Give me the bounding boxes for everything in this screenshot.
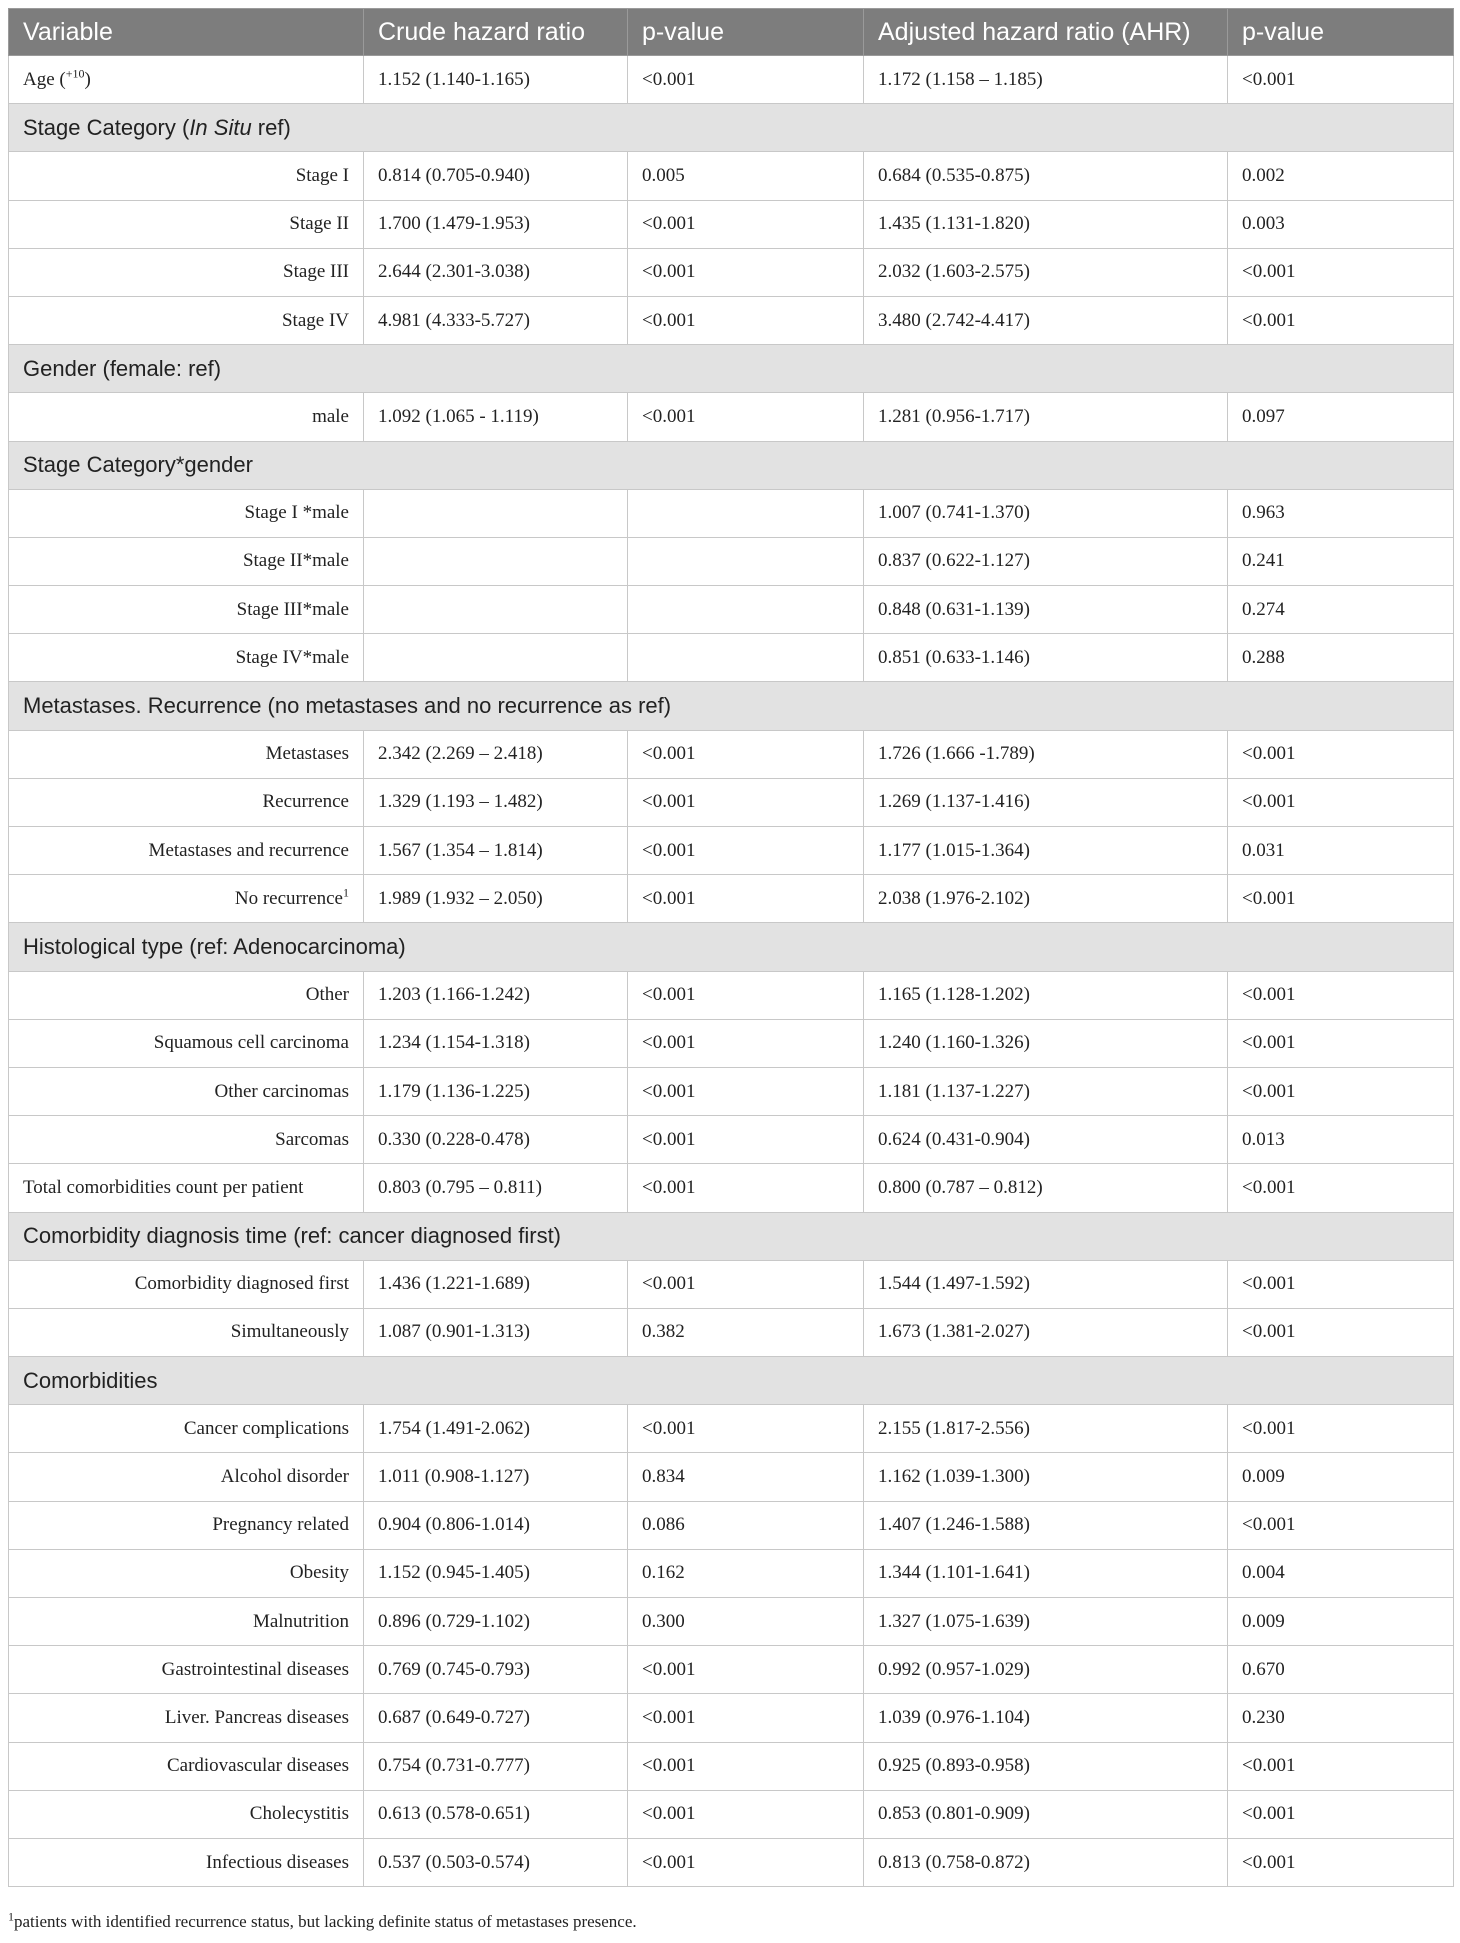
variable-label: Liver. Pancreas diseases [164, 1706, 349, 1728]
adjusted-p-cell: 0.097 [1228, 393, 1454, 441]
variable-label: male [312, 405, 349, 427]
crude-p-cell: <0.001 [628, 1742, 864, 1790]
variable-cell [9, 1694, 364, 1742]
section-row [9, 1212, 1454, 1260]
crude-hr-cell [364, 489, 628, 537]
variable-label: Total comorbidities count per patient [23, 1176, 304, 1198]
adjusted-p-cell: <0.001 [1228, 971, 1454, 1019]
adjusted-hr-cell: 3.480 (2.742-4.417) [864, 296, 1228, 344]
table-row [9, 1405, 1454, 1453]
adjusted-hr-cell: 1.407 (1.246-1.588) [864, 1501, 1228, 1549]
header-adjusted-hr: Adjusted hazard ratio (AHR) [864, 9, 1228, 56]
crude-hr-cell: 1.436 (1.221-1.689) [364, 1260, 628, 1308]
adjusted-p-cell: 0.230 [1228, 1694, 1454, 1742]
table-row [9, 56, 1454, 104]
table-row [9, 634, 1454, 682]
section-row [9, 104, 1454, 152]
table-row [9, 778, 1454, 826]
section-title-text: Stage Category ( [23, 114, 190, 140]
variable-cell [9, 1501, 364, 1549]
crude-hr-cell: 0.330 (0.228-0.478) [364, 1116, 628, 1164]
adjusted-hr-cell: 2.038 (1.976-2.102) [864, 875, 1228, 923]
adjusted-hr-cell: 1.240 (1.160-1.326) [864, 1019, 1228, 1067]
superscript: 1 [343, 885, 349, 900]
adjusted-hr-cell: 0.800 (0.787 – 0.812) [864, 1164, 1228, 1212]
variable-cell [9, 1742, 364, 1790]
crude-hr-cell: 0.537 (0.503-0.574) [364, 1838, 628, 1886]
crude-p-cell: 0.382 [628, 1308, 864, 1356]
variable-label: No recurrence [234, 887, 343, 909]
variable-label: Age ( [23, 68, 66, 90]
crude-hr-cell: 1.989 (1.932 – 2.050) [364, 875, 628, 923]
variable-cell [9, 296, 364, 344]
crude-hr-cell: 1.092 (1.065 - 1.119) [364, 393, 628, 441]
crude-hr-cell: 1.754 (1.491-2.062) [364, 1405, 628, 1453]
crude-hr-cell: 1.152 (1.140-1.165) [364, 56, 628, 104]
adjusted-hr-cell: 0.925 (0.893-0.958) [864, 1742, 1228, 1790]
crude-hr-cell: 0.613 (0.578-0.651) [364, 1790, 628, 1838]
variable-cell [9, 1790, 364, 1838]
adjusted-p-cell: <0.001 [1228, 730, 1454, 778]
section-title [9, 923, 1454, 971]
adjusted-hr-cell: 0.624 (0.431-0.904) [864, 1116, 1228, 1164]
table-row [9, 1308, 1454, 1356]
variable-cell [9, 1453, 364, 1501]
table-row [9, 248, 1454, 296]
footnote [8, 1909, 637, 1932]
variable-cell [9, 971, 364, 1019]
header-row [9, 9, 1454, 56]
crude-p-cell: 0.834 [628, 1453, 864, 1501]
table-row [9, 537, 1454, 585]
adjusted-hr-cell: 1.544 (1.497-1.592) [864, 1260, 1228, 1308]
crude-p-cell: <0.001 [628, 730, 864, 778]
adjusted-hr-cell: 0.853 (0.801-0.909) [864, 1790, 1228, 1838]
adjusted-p-cell: 0.241 [1228, 537, 1454, 585]
crude-p-cell: <0.001 [628, 393, 864, 441]
table-row [9, 296, 1454, 344]
variable-cell [9, 1405, 364, 1453]
crude-p-cell: <0.001 [628, 827, 864, 875]
adjusted-p-cell: <0.001 [1228, 1405, 1454, 1453]
table-row [9, 1742, 1454, 1790]
adjusted-hr-cell: 1.435 (1.131-1.820) [864, 200, 1228, 248]
variable-label: Recurrence [262, 791, 349, 813]
adjusted-p-cell: <0.001 [1228, 1790, 1454, 1838]
crude-p-cell: <0.001 [628, 1405, 864, 1453]
crude-p-cell [628, 634, 864, 682]
adjusted-p-cell: <0.001 [1228, 1308, 1454, 1356]
variable-cell [9, 778, 364, 826]
adjusted-hr-cell: 1.327 (1.075-1.639) [864, 1598, 1228, 1646]
variable-label: Gastrointestinal diseases [161, 1658, 349, 1680]
adjusted-hr-cell: 1.162 (1.039-1.300) [864, 1453, 1228, 1501]
adjusted-p-cell: 0.009 [1228, 1598, 1454, 1646]
table-row [9, 393, 1454, 441]
adjusted-hr-cell: 1.165 (1.128-1.202) [864, 971, 1228, 1019]
adjusted-hr-cell: 1.344 (1.101-1.641) [864, 1549, 1228, 1597]
crude-p-cell: <0.001 [628, 1694, 864, 1742]
section-row [9, 345, 1454, 393]
crude-hr-cell: 1.179 (1.136-1.225) [364, 1067, 628, 1115]
variable-label: Pregnancy related [212, 1514, 349, 1536]
crude-hr-cell [364, 634, 628, 682]
variable-label: Stage IV [281, 309, 349, 331]
section-title-text: Stage Category*gender [23, 452, 253, 478]
variable-label: Stage I [295, 164, 349, 186]
adjusted-hr-cell: 1.039 (0.976-1.104) [864, 1694, 1228, 1742]
crude-p-cell: <0.001 [628, 778, 864, 826]
section-title [9, 1357, 1454, 1405]
adjusted-hr-cell: 2.032 (1.603-2.575) [864, 248, 1228, 296]
crude-hr-cell: 1.234 (1.154-1.318) [364, 1019, 628, 1067]
adjusted-p-cell: 0.013 [1228, 1116, 1454, 1164]
section-title-text: Gender (female: ref) [23, 355, 222, 381]
section-title-italic: In Situ [189, 114, 252, 140]
crude-hr-cell: 0.814 (0.705-0.940) [364, 152, 628, 200]
section-title-text: Metastases. Recurrence (no metastases and no recurrence as ref) [23, 693, 672, 719]
adjusted-hr-cell: 1.181 (1.137-1.227) [864, 1067, 1228, 1115]
section-title-text: Comorbidities [23, 1367, 158, 1393]
section-title [9, 441, 1454, 489]
variable-label: Stage II*male [242, 550, 349, 572]
adjusted-hr-cell: 0.837 (0.622-1.127) [864, 537, 1228, 585]
crude-hr-cell: 2.342 (2.269 – 2.418) [364, 730, 628, 778]
adjusted-hr-cell: 0.813 (0.758-0.872) [864, 1838, 1228, 1886]
table-row [9, 1260, 1454, 1308]
table-row [9, 1116, 1454, 1164]
crude-p-cell: 0.086 [628, 1501, 864, 1549]
crude-hr-cell: 0.754 (0.731-0.777) [364, 1742, 628, 1790]
table-row [9, 730, 1454, 778]
crude-p-cell: <0.001 [628, 56, 864, 104]
variable-cell [9, 1549, 364, 1597]
table-body [9, 56, 1454, 1887]
variable-label: Stage III [283, 261, 349, 283]
adjusted-p-cell: <0.001 [1228, 1838, 1454, 1886]
crude-hr-cell: 1.329 (1.193 – 1.482) [364, 778, 628, 826]
footnote-mark: 1 [8, 1909, 14, 1924]
table-row [9, 827, 1454, 875]
crude-hr-cell: 4.981 (4.333-5.727) [364, 296, 628, 344]
crude-hr-cell: 1.567 (1.354 – 1.814) [364, 827, 628, 875]
adjusted-hr-cell: 1.673 (1.381-2.027) [864, 1308, 1228, 1356]
adjusted-p-cell: <0.001 [1228, 875, 1454, 923]
variable-label: Infectious diseases [206, 1851, 349, 1873]
crude-p-cell: <0.001 [628, 971, 864, 1019]
crude-p-cell: <0.001 [628, 1790, 864, 1838]
section-row [9, 682, 1454, 730]
table-row [9, 1790, 1454, 1838]
adjusted-p-cell: <0.001 [1228, 1260, 1454, 1308]
crude-hr-cell: 1.700 (1.479-1.953) [364, 200, 628, 248]
table-row [9, 1067, 1454, 1115]
adjusted-hr-cell: 0.848 (0.631-1.139) [864, 586, 1228, 634]
adjusted-p-cell: 0.274 [1228, 586, 1454, 634]
crude-p-cell: <0.001 [628, 875, 864, 923]
variable-label: Other [305, 984, 349, 1006]
crude-hr-cell: 1.011 (0.908-1.127) [364, 1453, 628, 1501]
crude-p-cell: <0.001 [628, 1260, 864, 1308]
adjusted-hr-cell: 0.684 (0.535-0.875) [864, 152, 1228, 200]
table-row [9, 1598, 1454, 1646]
section-title-text: Comorbidity diagnosis time (ref: cancer diagnosed first) [23, 1223, 562, 1249]
variable-label: Cholecystitis [249, 1803, 349, 1825]
crude-hr-cell: 0.803 (0.795 – 0.811) [364, 1164, 628, 1212]
crude-p-cell: <0.001 [628, 296, 864, 344]
variable-label: Sarcomas [275, 1128, 349, 1150]
superscript: +10 [65, 66, 85, 81]
crude-hr-cell [364, 537, 628, 585]
adjusted-p-cell: <0.001 [1228, 248, 1454, 296]
table-row [9, 971, 1454, 1019]
variable-label: Cardiovascular diseases [166, 1755, 349, 1777]
variable-cell [9, 586, 364, 634]
section-title [9, 1212, 1454, 1260]
crude-p-cell: 0.005 [628, 152, 864, 200]
section-row [9, 1357, 1454, 1405]
crude-p-cell: <0.001 [628, 1838, 864, 1886]
variable-cell [9, 1260, 364, 1308]
variable-cell [9, 56, 364, 104]
variable-cell [9, 1308, 364, 1356]
table-row [9, 1164, 1454, 1212]
adjusted-p-cell: 0.003 [1228, 200, 1454, 248]
header-adjusted-p: p-value [1228, 9, 1454, 56]
header-variable: Variable [9, 9, 364, 56]
variable-label: Squamous cell carcinoma [153, 1032, 349, 1054]
variable-label: Stage II [289, 213, 349, 235]
adjusted-hr-cell: 0.992 (0.957-1.029) [864, 1646, 1228, 1694]
variable-label: Obesity [289, 1562, 349, 1584]
variable-cell [9, 489, 364, 537]
variable-cell [9, 537, 364, 585]
variable-cell [9, 248, 364, 296]
crude-p-cell: <0.001 [628, 1067, 864, 1115]
hazard-ratio-table [8, 8, 1454, 1887]
crude-p-cell: <0.001 [628, 1019, 864, 1067]
crude-p-cell [628, 537, 864, 585]
adjusted-p-cell: 0.288 [1228, 634, 1454, 682]
adjusted-p-cell: <0.001 [1228, 296, 1454, 344]
footnote-text: patients with identified recurrence status, but lacking definite status of metastases presence. [14, 1912, 637, 1931]
adjusted-p-cell: <0.001 [1228, 1501, 1454, 1549]
variable-cell [9, 200, 364, 248]
adjusted-hr-cell: 1.007 (0.741-1.370) [864, 489, 1228, 537]
table-row [9, 1453, 1454, 1501]
crude-p-cell [628, 586, 864, 634]
adjusted-p-cell: 0.004 [1228, 1549, 1454, 1597]
table-row [9, 1549, 1454, 1597]
crude-hr-cell: 1.152 (0.945-1.405) [364, 1549, 628, 1597]
variable-cell [9, 1598, 364, 1646]
variable-cell [9, 730, 364, 778]
crude-hr-cell: 0.904 (0.806-1.014) [364, 1501, 628, 1549]
adjusted-p-cell: <0.001 [1228, 1742, 1454, 1790]
variable-label: Malnutrition [252, 1610, 349, 1632]
table-row [9, 875, 1454, 923]
table-row [9, 489, 1454, 537]
adjusted-p-cell: 0.009 [1228, 1453, 1454, 1501]
variable-cell [9, 827, 364, 875]
crude-hr-cell: 1.087 (0.901-1.313) [364, 1308, 628, 1356]
variable-label: Other carcinomas [214, 1080, 349, 1102]
variable-label: Metastases [265, 743, 349, 765]
table-row [9, 1501, 1454, 1549]
variable-label: Stage IV*male [235, 646, 349, 668]
adjusted-p-cell: <0.001 [1228, 56, 1454, 104]
crude-hr-cell: 0.687 (0.649-0.727) [364, 1694, 628, 1742]
crude-p-cell: <0.001 [628, 1164, 864, 1212]
variable-cell [9, 1164, 364, 1212]
table-row [9, 200, 1454, 248]
crude-p-cell: 0.300 [628, 1598, 864, 1646]
adjusted-hr-cell: 2.155 (1.817-2.556) [864, 1405, 1228, 1453]
table-row [9, 1838, 1454, 1886]
variable-label: Stage III*male [236, 598, 349, 620]
crude-hr-cell: 2.644 (2.301-3.038) [364, 248, 628, 296]
adjusted-hr-cell: 1.726 (1.666 -1.789) [864, 730, 1228, 778]
crude-p-cell: 0.162 [628, 1549, 864, 1597]
adjusted-hr-cell: 1.177 (1.015-1.364) [864, 827, 1228, 875]
adjusted-hr-cell: 1.269 (1.137-1.416) [864, 778, 1228, 826]
adjusted-p-cell: 0.002 [1228, 152, 1454, 200]
crude-hr-cell: 1.203 (1.166-1.242) [364, 971, 628, 1019]
variable-cell [9, 875, 364, 923]
table-row [9, 1694, 1454, 1742]
section-title-text: Histological type (ref: Adenocarcinoma) [23, 933, 406, 959]
section-title [9, 682, 1454, 730]
section-title [9, 104, 1454, 152]
table-row [9, 152, 1454, 200]
table-row [9, 1019, 1454, 1067]
section-row [9, 923, 1454, 971]
table-row [9, 586, 1454, 634]
crude-hr-cell: 0.896 (0.729-1.102) [364, 1598, 628, 1646]
variable-label: Stage I *male [244, 502, 349, 524]
section-title [9, 345, 1454, 393]
adjusted-hr-cell: 1.172 (1.158 – 1.185) [864, 56, 1228, 104]
variable-cell [9, 634, 364, 682]
adjusted-hr-cell: 1.281 (0.956-1.717) [864, 393, 1228, 441]
variable-label-suffix: ) [84, 68, 91, 90]
section-row [9, 441, 1454, 489]
crude-p-cell: <0.001 [628, 1646, 864, 1694]
variable-cell [9, 1838, 364, 1886]
adjusted-p-cell: <0.001 [1228, 1067, 1454, 1115]
header-crude-hr: Crude hazard ratio [364, 9, 628, 56]
adjusted-p-cell: 0.670 [1228, 1646, 1454, 1694]
variable-label: Comorbidity diagnosed first [134, 1273, 349, 1295]
crude-p-cell [628, 489, 864, 537]
variable-cell [9, 1019, 364, 1067]
crude-p-cell: <0.001 [628, 248, 864, 296]
variable-label: Simultaneously [230, 1321, 349, 1343]
adjusted-p-cell: <0.001 [1228, 778, 1454, 826]
variable-label: Alcohol disorder [220, 1466, 349, 1488]
variable-cell [9, 152, 364, 200]
crude-hr-cell [364, 586, 628, 634]
variable-label: Metastases and recurrence [148, 839, 349, 861]
section-title-suffix: ref) [251, 114, 291, 140]
adjusted-p-cell: 0.963 [1228, 489, 1454, 537]
variable-cell [9, 393, 364, 441]
adjusted-hr-cell: 0.851 (0.633-1.146) [864, 634, 1228, 682]
crude-p-cell: <0.001 [628, 200, 864, 248]
adjusted-p-cell: <0.001 [1228, 1019, 1454, 1067]
variable-label: Cancer complications [183, 1417, 349, 1439]
adjusted-p-cell: 0.031 [1228, 827, 1454, 875]
header-crude-p: p-value [628, 9, 864, 56]
variable-cell [9, 1646, 364, 1694]
variable-cell [9, 1116, 364, 1164]
adjusted-p-cell: <0.001 [1228, 1164, 1454, 1212]
crude-hr-cell: 0.769 (0.745-0.793) [364, 1646, 628, 1694]
table-row [9, 1646, 1454, 1694]
crude-p-cell: <0.001 [628, 1116, 864, 1164]
variable-cell [9, 1067, 364, 1115]
